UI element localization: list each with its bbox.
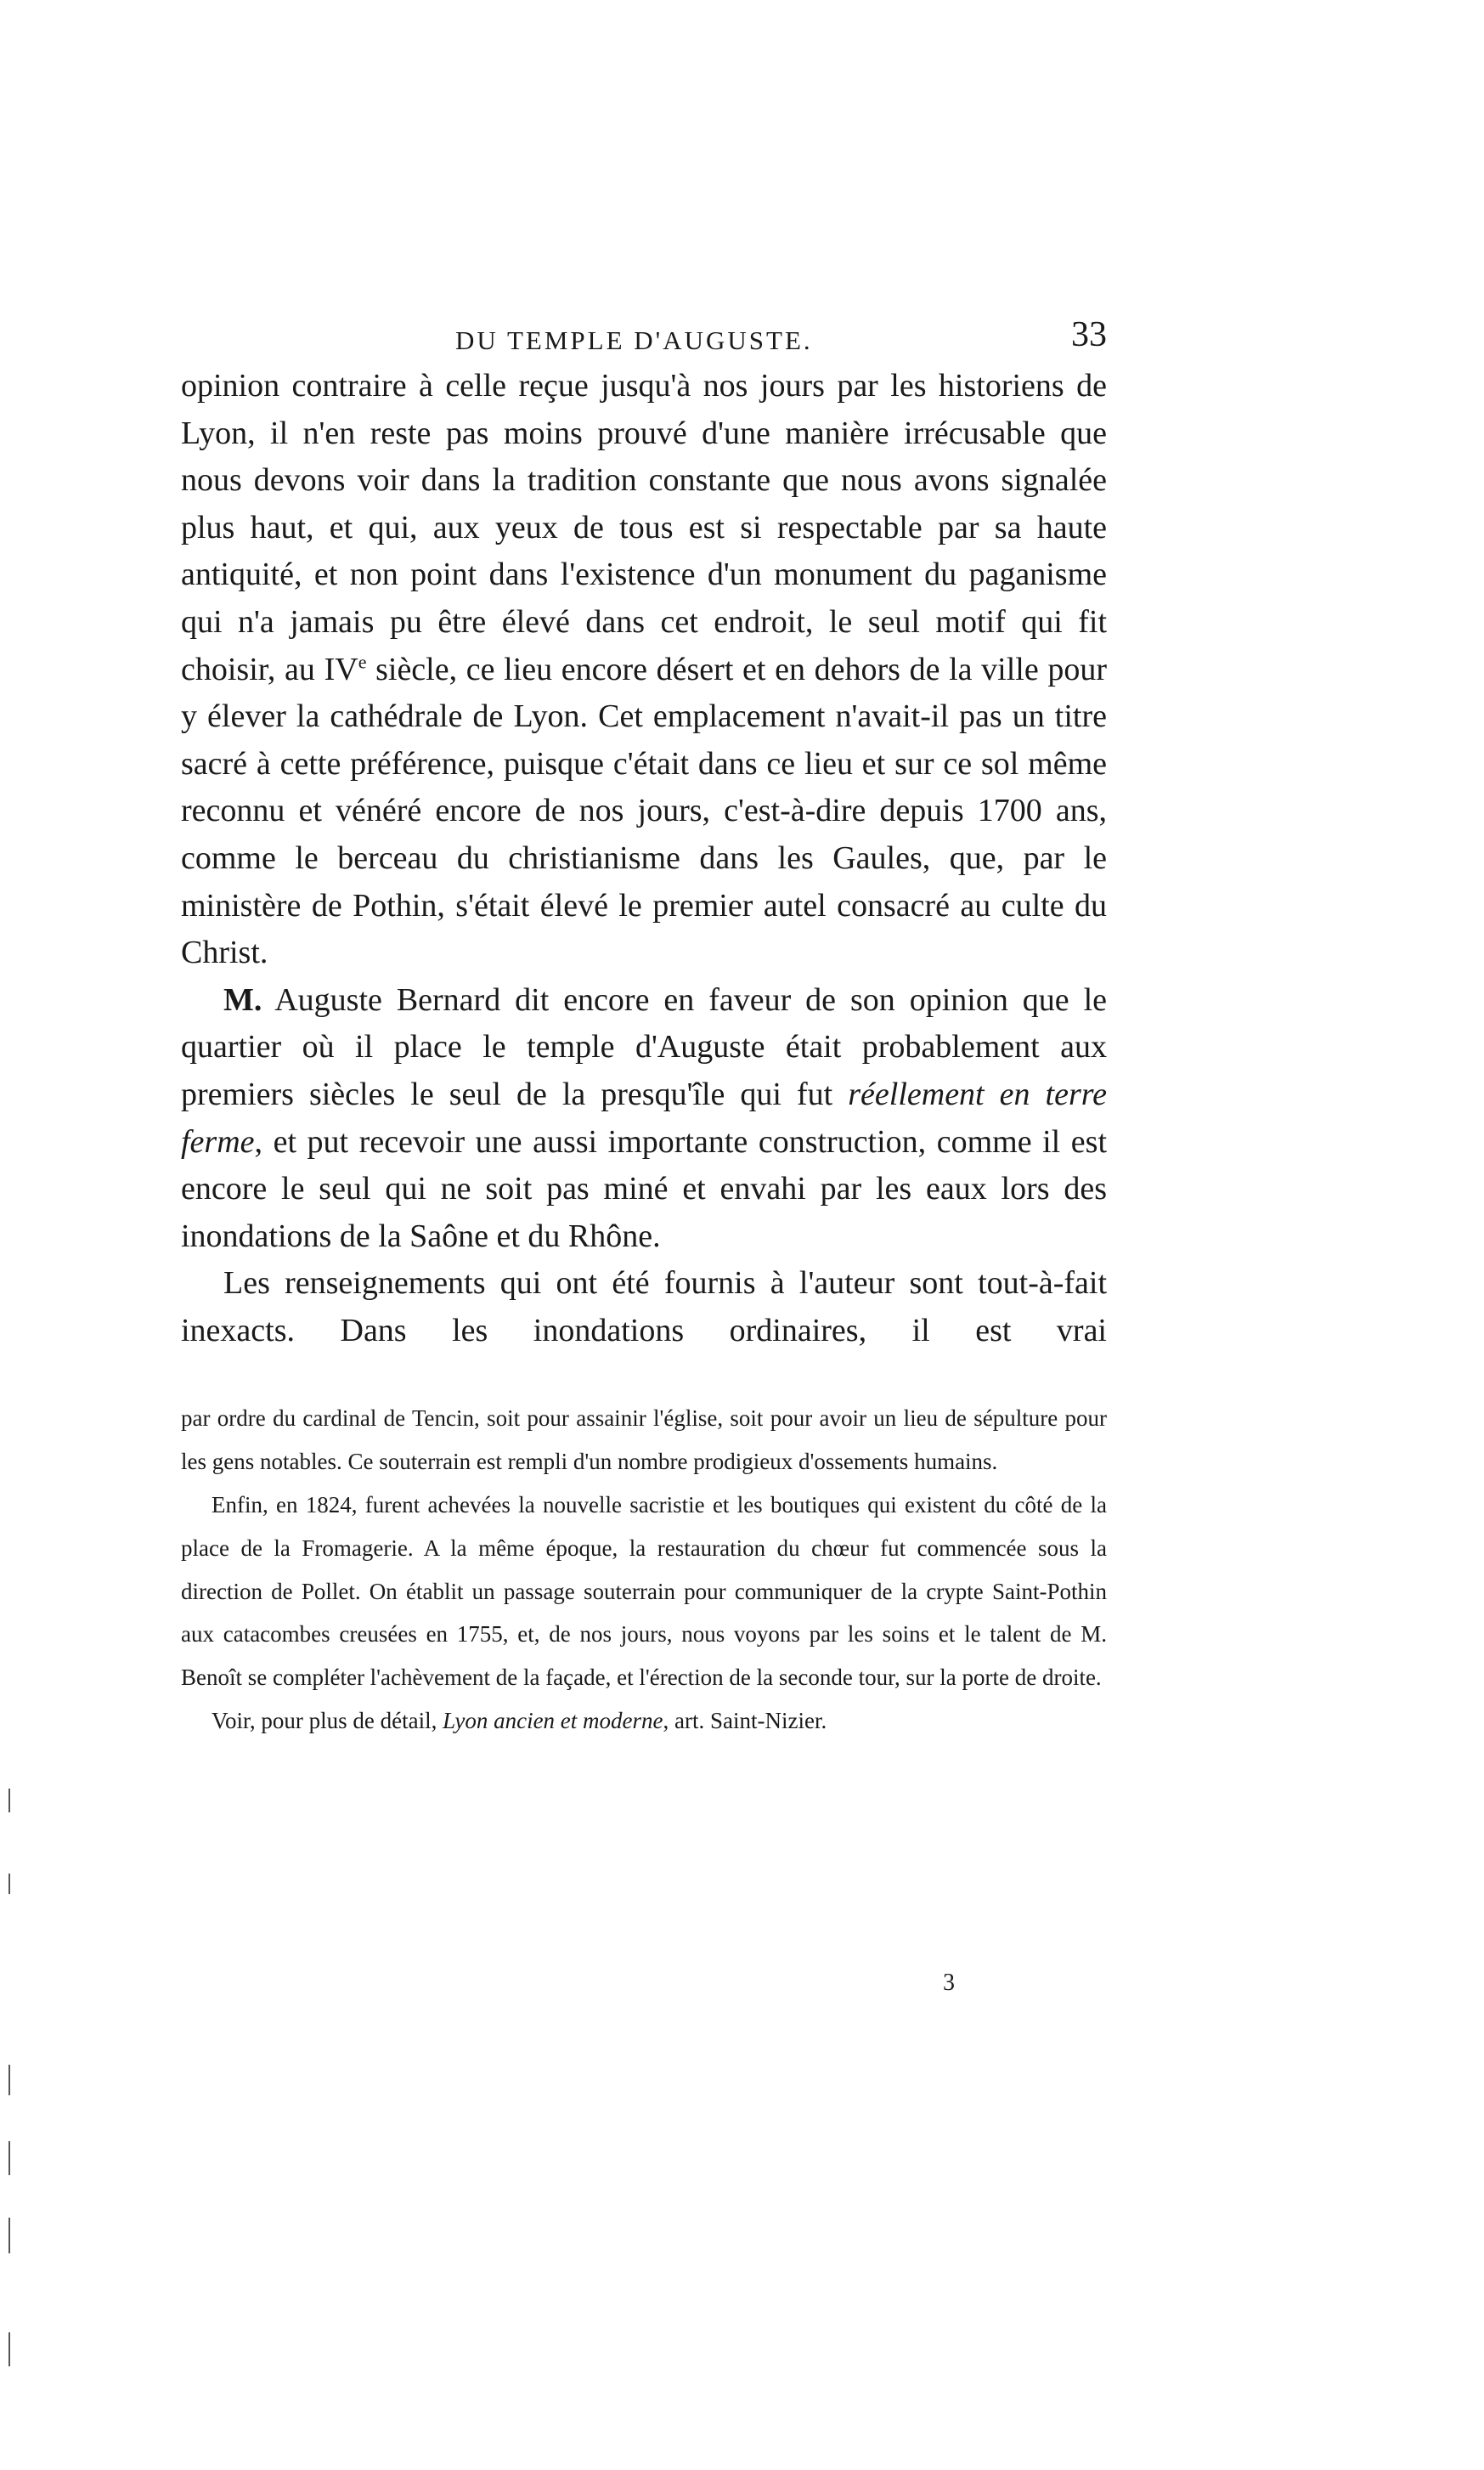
footnote-paragraph: Enfin, en 1824, furent achevées la nouvelle sacristie et les boutiques qui existent du côté de la place de la Fromagerie. A la même époque, la restauration du chœur fut commencée sous la direction de Pollet. On établit un passage souterrain pour communiquer de la crypte Saint-Pothin aux catacombes creusées en 1755, et, de nos jours, nous voyons par les soins et le talent de M. Benoît se compléter l'achèvement de la façade, et l'érection de la seconde tour, sur la porte de droite. <box>181 1492 1107 1691</box>
paragraph-2-emphasis: réellement en terre ferme <box>181 1076 1107 1160</box>
scan-mark <box>8 2332 10 2366</box>
paragraph-2-text-b: , et put recevoir une aussi importante construction, comme il est encore le seul qui ne soit pas miné et envahi par les eaux lors des inondations de la Saône et du Rhône. <box>181 1123 1107 1254</box>
book-page <box>181 310 1107 1743</box>
scan-mark <box>8 2065 10 2095</box>
page-number: 33 <box>1071 315 1107 354</box>
paragraph-3: Les renseignements qui ont été fournis à l'auteur sont tout-à-fait inexacts. Dans les inondations ordinaires, il est vrai <box>181 1265 1107 1348</box>
scan-mark <box>8 2141 10 2175</box>
scan-mark <box>8 1789 10 1812</box>
century-numeral: IVe <box>324 650 367 687</box>
paragraph-1-end: siècle, ce lieu encore désert et en dehors de la ville pour y élever la cathédrale de Lyon. Cet emplacement n'avait-il pas un titre sacré à cette préférence, puisque c'était dans ce lieu et sur ce sol même reconnu et vénéré encore de nos jours, c'est-à-dire depuis 1700 ans, comme le berceau du christianisme dans les Gaules, que, par le ministère de Pothin, s'était élevé le premier autel consacré au culte du Christ. <box>181 651 1107 971</box>
footnote-continuation: par ordre du cardinal de Tencin, soit pour assainir l'église, soit pour avoir un lieu de sépulture pour les gens notables. Ce souterrain est rempli d'un nombre prodigieux d'ossements humains. <box>181 1405 1107 1475</box>
century-superscript: e <box>358 650 367 672</box>
paragraph-2 <box>181 977 1107 1261</box>
paragraph-1 <box>181 363 1107 977</box>
main-text <box>181 363 1107 1354</box>
footnotes <box>181 1397 1107 1742</box>
footnote-reference: Voir, pour plus de détail, Lyon ancien et moderne, art. Saint-Nizier. <box>212 1708 827 1734</box>
scan-mark <box>8 1874 10 1894</box>
footnote-reference-title: Lyon ancien et moderne <box>443 1708 663 1734</box>
signature-mark: 3 <box>943 1970 955 1996</box>
paragraph-2-lead: M. <box>223 981 262 1018</box>
paragraph-2-text-a: Auguste Bernard dit encore en faveur de son opinion que le quartier où il place le temple d'Auguste était probablement aux premiers siècles le seul de la presqu'île qui fut <box>181 981 1107 1112</box>
paragraph-1-text: opinion contraire à celle reçue jusqu'à nos jours par les historiens de Lyon, il n'en reste pas moins prouvé d'une manière irrécusable que nous devons voir dans la tradition constante que nous avons signalée plus haut, et qui, aux yeux de tous est si respectable par sa haute antiquité, et non point dans l'existence d'un monument du paganisme qui n'a jamais pu être élevé dans cet endroit, le seul motif qui fit choisir, au <box>181 368 1107 687</box>
running-head <box>181 310 1107 361</box>
running-title: DU TEMPLE D'AUGUSTE. <box>455 325 813 355</box>
scan-mark <box>8 2218 10 2253</box>
